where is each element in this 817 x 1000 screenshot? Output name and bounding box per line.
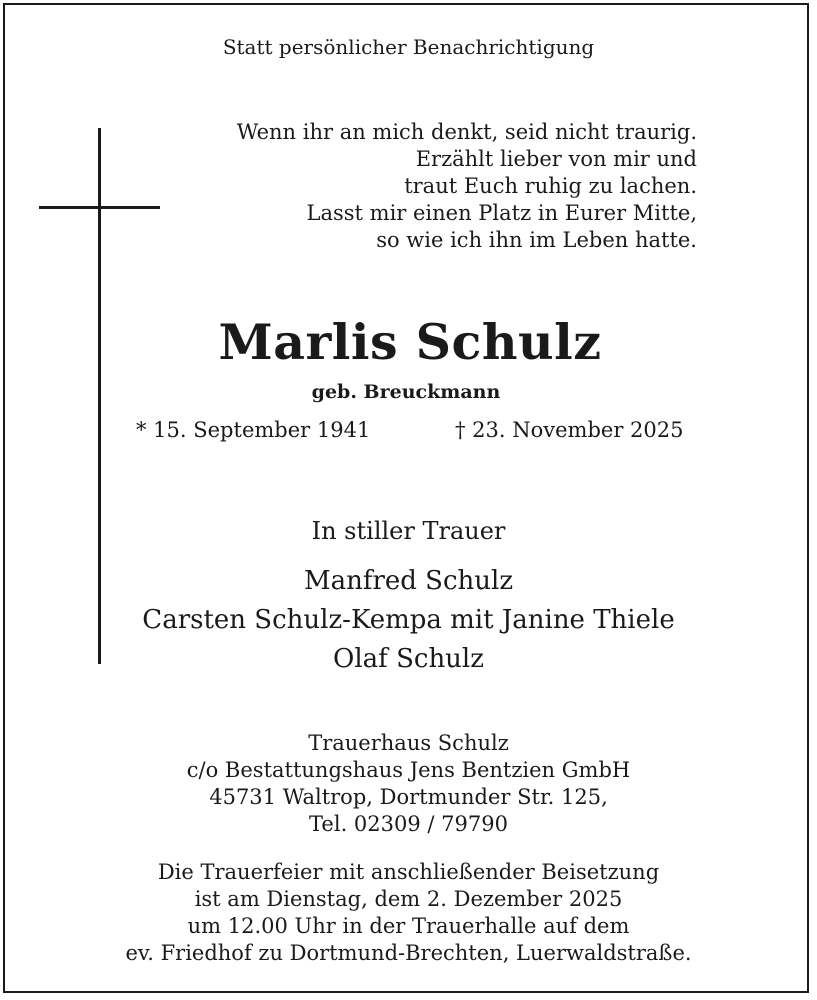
poem-line: traut Euch ruhig zu lachen. [404, 174, 697, 198]
cross-icon-horizontal [39, 206, 160, 209]
mourning-line: In stiller Trauer [311, 517, 506, 545]
maiden-name: geb. Breuckmann [311, 381, 501, 403]
poem-line: Erzählt lieber von mir und [415, 147, 697, 171]
service-line: um 12.00 Uhr in der Trauerhalle auf dem [187, 914, 630, 938]
address-phone: Tel. 02309 / 79790 [309, 812, 508, 836]
mourners-list [0, 562, 817, 679]
birth-date: * 15. September 1941 [136, 418, 371, 442]
service-info [0, 859, 817, 967]
notice-header: Statt persönlicher Benachrichtigung [222, 35, 595, 59]
service-line: ist am Dienstag, dem 2. Dezember 2025 [194, 887, 623, 911]
death-date: † 23. November 2025 [455, 418, 684, 442]
address-block [0, 730, 817, 838]
mourner-name: Olaf Schulz [333, 644, 484, 674]
address-line: 45731 Waltrop, Dortmunder Str. 125, [209, 785, 608, 809]
address-line: c/o Bestattungshaus Jens Bentzien GmbH [186, 758, 631, 782]
poem [237, 119, 697, 254]
service-line: ev. Friedhof zu Dortmund-Brechten, Luerwaldstraße. [125, 941, 692, 965]
mourner-name: Manfred Schulz [303, 566, 514, 596]
poem-line: so wie ich ihn im Leben hatte. [376, 228, 697, 252]
address-line: Trauerhaus Schulz [308, 731, 509, 755]
poem-line: Lasst mir einen Platz in Eurer Mitte, [306, 201, 697, 225]
poem-line: Wenn ihr an mich denkt, seid nicht traurig. [236, 120, 697, 144]
service-line: Die Trauerfeier mit anschließender Beisetzung [157, 860, 660, 884]
deceased-name: Marlis Schulz [218, 313, 602, 371]
mourner-name: Carsten Schulz-Kempa mit Janine Thiele [142, 605, 675, 635]
